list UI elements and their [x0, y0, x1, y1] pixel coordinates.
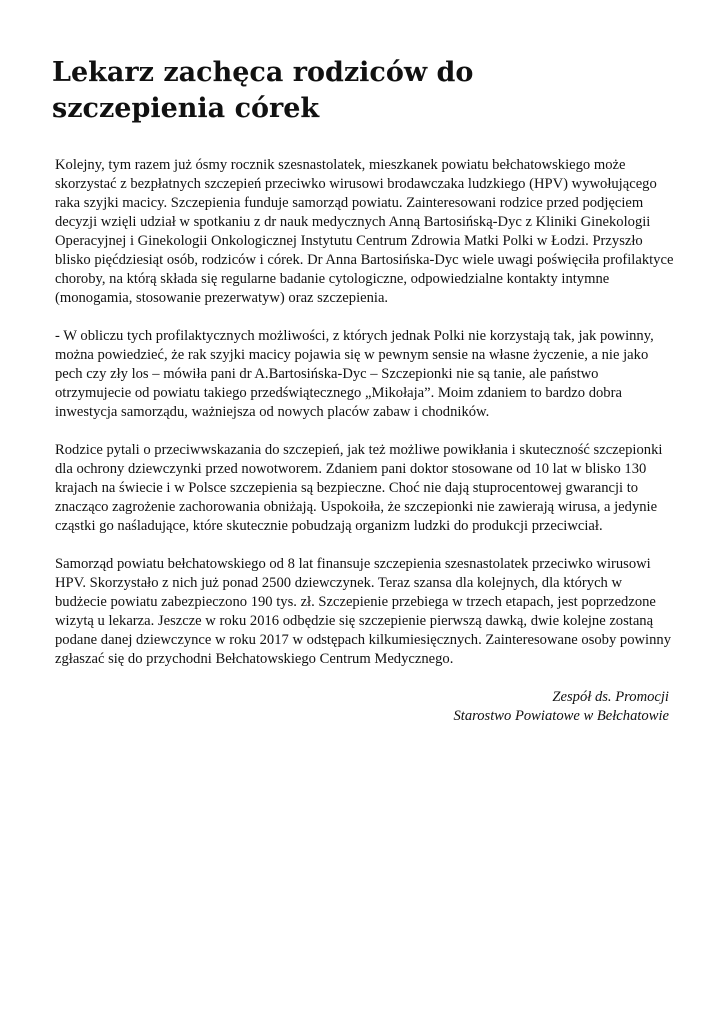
paragraph-funding: Samorząd powiatu bełchatowskiego od 8 lat finansuje szczepienia szesnastolatek przeciwko wirusowi HPV. Skorzystało z nich już ponad 2500 dziewczynek. Teraz szansa dla kolejnych, dla których w budżecie powiatu zabezpieczono 190 tys. zł. Szczepienie przebiega w trzech etapach, jest poprzedzone wizytą u lekarza. Jeszcze w roku 2016 odbędzie się szczepienie pierwszą dawką, dwie kolejne zostaną podane danej dziewczynce w roku 2017 w odstępach kilkumiesięcznych. Zainteresowane osoby powinny zgłaszać się do przychodni Bełchatowskiego Centrum Medycznego. [55, 556, 671, 667]
article-body [55, 156, 675, 726]
paragraph-quote: - W obliczu tych profilaktycznych możliwości, z których jednak Polki nie korzystają tak, jak powinny, można powiedzieć, że rak szyjki macicy pojawia się w pewnym sensie na własne życzenie, a nie jako pech czy zły los – mówiła pani dr A.Bartosińska-Dyc – Szczepionki nie są tanie, ale państwo otrzymujecie od powiatu takiego przedświątecznego „Mikołaja”. Moim zdaniem to bardzo dobra inwestycja samorządu, ważniejsza od nowych placów zabaw i chodników. [55, 328, 654, 420]
signature-office: Starostwo Powiatowe w Bełchatowie [453, 708, 669, 724]
article-title: Lekarz zachęca rodziców do szczepienia córek [52, 57, 474, 124]
signature [55, 688, 675, 726]
signature-team: Zespół ds. Promocji [552, 689, 669, 705]
paragraph-questions: Rodzice pytali o przeciwwskazania do szczepień, jak też możliwe powikłania i skuteczność szczepionki dla ochrony dziewczynki przed nowotworem. Zdaniem pani doktor stosowane od 10 lat w blisko 130 krajach na świecie i w Polsce szczepienia są bezpieczne. Choć nie dają stuprocentowej gwarancji to znacząco zagrożenie zachorowania obniżają. Uspokoiła, że szczepionki nie zawierają wirusa, a jedynie cząstki go naśladujące, które skutecznie pobudzają organizm ludzki do produkcji przeciwciał. [55, 442, 663, 534]
paragraph-intro: Kolejny, tym razem już ósmy rocznik szesnastolatek, mieszkanek powiatu bełchatowskiego może skorzystać z bezpłatnych szczepień przeciwko wirusowi brodawczaka ludzkiego (HPV) wywołującego raka szyjki macicy. Szczepienia funduje samorząd powiatu. Zainteresowani rodzice przed podjęciem decyzji wzięli udział w spotkaniu z dr nauk medycznych Anną Bartosińską-Dyc z Kliniki Ginekologii Operacyjnej i Ginekologii Onkologicznej Instytutu Centrum Zdrowia Matki Polki w Łodzi. Przyszło blisko pięćdziesiąt osób, rodziców i córek. Dr Anna Bartosińska-Dyc wiele uwagi poświęciła profilaktyce choroby, na którą składa się regularne badanie cytologiczne, odpowiedzialne kontakty intymne (monogamia, stosowanie prezerwatyw) oraz szczepienia. [55, 157, 674, 306]
